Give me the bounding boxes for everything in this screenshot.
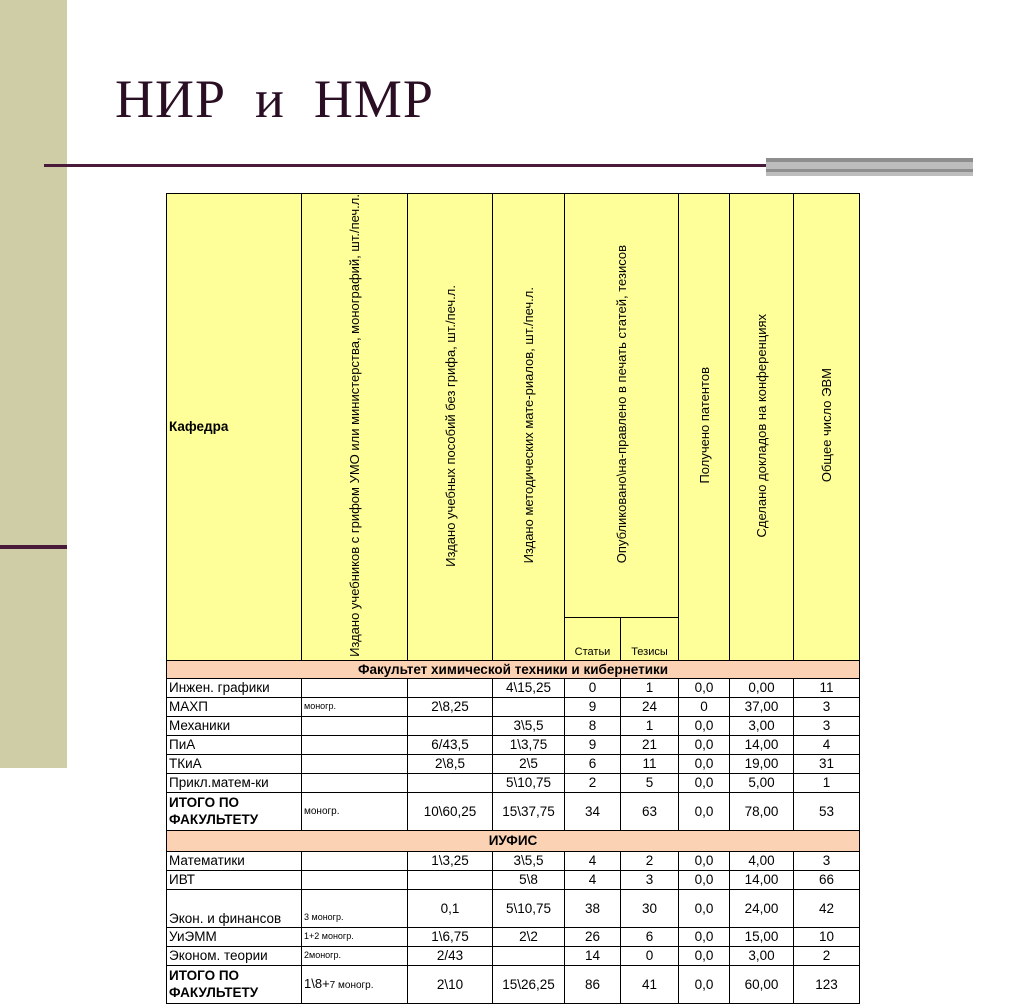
faculty-total-row: ИТОГО ПО ФАКУЛЬТЕТУ моногр. 10\60,25 15\37,75 34 63 0,0 78,00 53 — [167, 792, 860, 830]
table-row: Эконом. теории 2моногр. 2/43 14 0 0,0 3,00 2 — [167, 946, 860, 965]
faculty-name: Факультет химической техники и кибернетики — [167, 660, 860, 678]
title-divider — [44, 164, 766, 167]
faculty-name: ИУФИС — [167, 830, 860, 851]
table-row: Инжен. графики 4\15,25 0 1 0,0 0,00 11 — [167, 678, 860, 697]
table-row: МАХП моногр. 2\8,25 9 24 0 37,00 3 — [167, 697, 860, 716]
research-stats-table — [166, 193, 860, 1004]
table-row: ИВТ 5\8 4 3 0,0 14,00 66 — [167, 870, 860, 889]
header-col-computers: Общее число ЭВМ — [794, 194, 860, 661]
header-col-publications: Опубликовано\на-правлено в печать статей, тезисов — [565, 194, 679, 618]
table-row: Экон. и финансов 3 моногр. 0,1 5\10,75 38 30 0,0 24,00 42 — [167, 889, 860, 927]
slide-side-bar — [0, 0, 67, 768]
faculty-total-row: ИТОГО ПО ФАКУЛЬТЕТУ 1\8+7 моногр. 2\10 15\26,25 86 41 0,0 60,00 123 — [167, 965, 860, 1003]
faculty-header-row — [167, 660, 860, 678]
table-row: УиЭММ 1+2 моногр. 1\6,75 2\2 26 6 0,0 15,00 10 — [167, 927, 860, 946]
header-kafedra: Кафедра — [167, 194, 302, 661]
table-row: ТКиА 2\8,5 2\5 6 11 0,0 19,00 31 — [167, 754, 860, 773]
table-header-row — [167, 194, 860, 618]
header-col-methodical: Издано методических мате-риалов, шт./печ.л. — [493, 194, 565, 661]
subheader-articles: Статьи — [565, 617, 621, 660]
table-row: Механики 3\5,5 8 1 0,0 3,00 3 — [167, 716, 860, 735]
title-divider-grey-block — [766, 158, 973, 176]
table-row: Математики 1\3,25 3\5,5 4 2 0,0 4,00 3 — [167, 851, 860, 870]
header-col-reports: Сделано докладов на конференциях — [730, 194, 794, 661]
header-col-patents: Получено патентов — [679, 194, 730, 661]
header-col-textbooks: Издано учебников с грифом УМО или министерства, монографий, шт./печ.л. — [302, 194, 408, 661]
table-row: Прикл.матем-ки 5\10,75 2 5 0,0 5,00 1 — [167, 773, 860, 792]
slide-title: НИР и НМР — [115, 69, 434, 129]
subheader-theses: Тезисы — [621, 617, 679, 660]
header-col-manuals: Издано учебных пособий без грифа, шт./печ.л. — [408, 194, 493, 661]
faculty-header-row — [167, 830, 860, 851]
table-row: ПиА 6/43,5 1\3,75 9 21 0,0 14,00 4 — [167, 735, 860, 754]
side-bar-accent-line — [0, 545, 67, 549]
